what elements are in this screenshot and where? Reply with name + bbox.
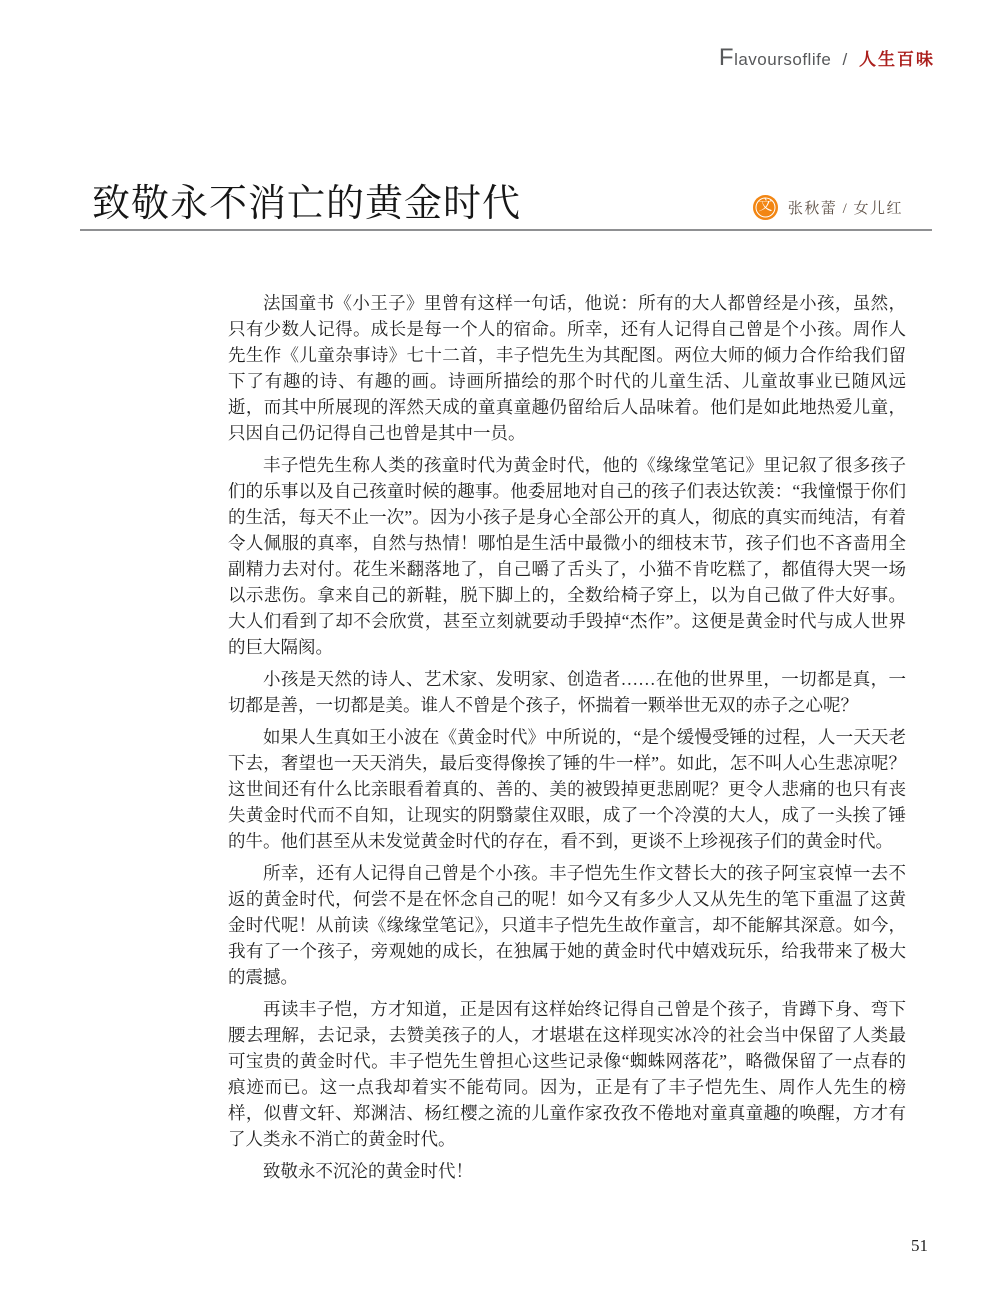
- paragraph-5: 所幸，还有人记得自己曾是个小孩。丰子恺先生作文替长大的孩子阿宝哀悼一去不返的黄金时代，何尝不是在怀念自己的呢！如今又有多少人又从先生的笔下重温了这黄金时代呢！从前读《缘缘堂笔记》，只道丰子恺先生故作童言，却不能解其深意。如今，我有了一个孩子，旁观她的成长，在独属于她的黄金时代中嬉戏玩乐，给我带来了极大的震撼。: [228, 863, 906, 987]
- title-divider: [80, 229, 932, 231]
- paragraph-7: 致敬永不沉沦的黄金时代！: [263, 1161, 473, 1181]
- header-separator: /: [842, 50, 848, 69]
- magazine-brand: Flavoursoflife: [718, 44, 832, 71]
- author-name: 张秋蕾 / 女儿红: [787, 200, 903, 217]
- page-header: [719, 44, 935, 72]
- article-body: [228, 290, 906, 1190]
- article-title: 致敬永不消亡的黄金时代: [92, 181, 522, 225]
- paragraph-6: 再读丰子恺，方才知道，正是因有这样始终记得自己曾是个孩子，肯蹲下身、弯下腰去理解，去记录，去赞美孩子的人，才堪堪在这样现实冰冷的社会当中保留了人类最可宝贵的黄金时代。丰子恺先生曾担心这些记录像“蜘蛛网落花”，略微保留了一点春的痕迹而已。这一点我却着实不能苟同。因为，正是有了丰子恺先生、周作人先生的榜样，似曹文轩、郑渊洁、杨红樱之流的儿童作家孜孜不倦地对童真童趣的唤醒，方才有了人类永不消亡的黄金时代。: [228, 999, 906, 1149]
- paragraph-3: 小孩是天然的诗人、艺术家、发明家、创造者……在他的世界里，一切都是真，一切都是善，一切都是美。谁人不曾是个孩子，怀揣着一颗举世无双的赤子之心呢？: [228, 669, 906, 715]
- paragraph-1: 法国童书《小王子》里曾有这样一句话，他说：所有的大人都曾经是小孩，虽然，只有少数人记得。成长是每一个人的宿命。所幸，还有人记得自己曾是个小孩。周作人先生作《儿童杂事诗》七十二首，丰子恺先生为其配图。两位大师的倾力合作给我们留下了有趣的诗、有趣的画。诗画所描绘的那个时代的儿童生活、儿童故事业已随风远逝，而其中所展现的浑然天成的童真童趣仍留给后人品味着。他们是如此地热爱儿童，只因自己仍记得自己也曾是其中一员。: [228, 293, 906, 443]
- paragraph-4: 如果人生真如王小波在《黄金时代》中所说的，“是个缓慢受锤的过程，人一天天老下去，奢望也一天天消失，最后变得像挨了锤的牛一样”。如此，怎不叫人心生悲凉呢？这世间还有什么比亲眼看着真的、善的、美的被毁掉更悲剧呢？更令人悲痛的也只有丧失黄金时代而不自知，让现实的阴翳蒙住双眼，成了一个冷漠的大人，成了一头挨了锤的牛。他们甚至从未发觉黄金时代的存在，看不到，更谈不上珍视孩子们的黄金时代。: [228, 727, 906, 851]
- byline: [753, 193, 903, 221]
- author-text-icon: 文: [753, 195, 778, 220]
- paragraph-2: 丰子恺先生称人类的孩童时代为黄金时代，他的《缘缘堂笔记》里记叙了很多孩子们的乐事以及自己孩童时候的趣事。他委屈地对自己的孩子们表达钦羡：“我憧憬于你们的生活，每天不止一次”。因为小孩子是身心全部公开的真人，彻底的真实而纯洁，有着令人佩服的真率，自然与热情！哪怕是生活中最微小的细枝末节，孩子们也不吝啬用全副精力去对付。花生米翻落地了，自己嚼了舌头了，小猫不肯吃糕了，都值得大哭一场以示悲伤。拿来自己的新鞋，脱下脚上的，全数给椅子穿上，以为自己做了件大好事。大人们看到了却不会欣赏，甚至立刻就要动手毁掉“杰作”。这便是黄金时代与成人世界的巨大隔阂。: [228, 455, 906, 657]
- section-name: 人生百味: [859, 50, 935, 69]
- page-number: 51: [911, 1236, 928, 1255]
